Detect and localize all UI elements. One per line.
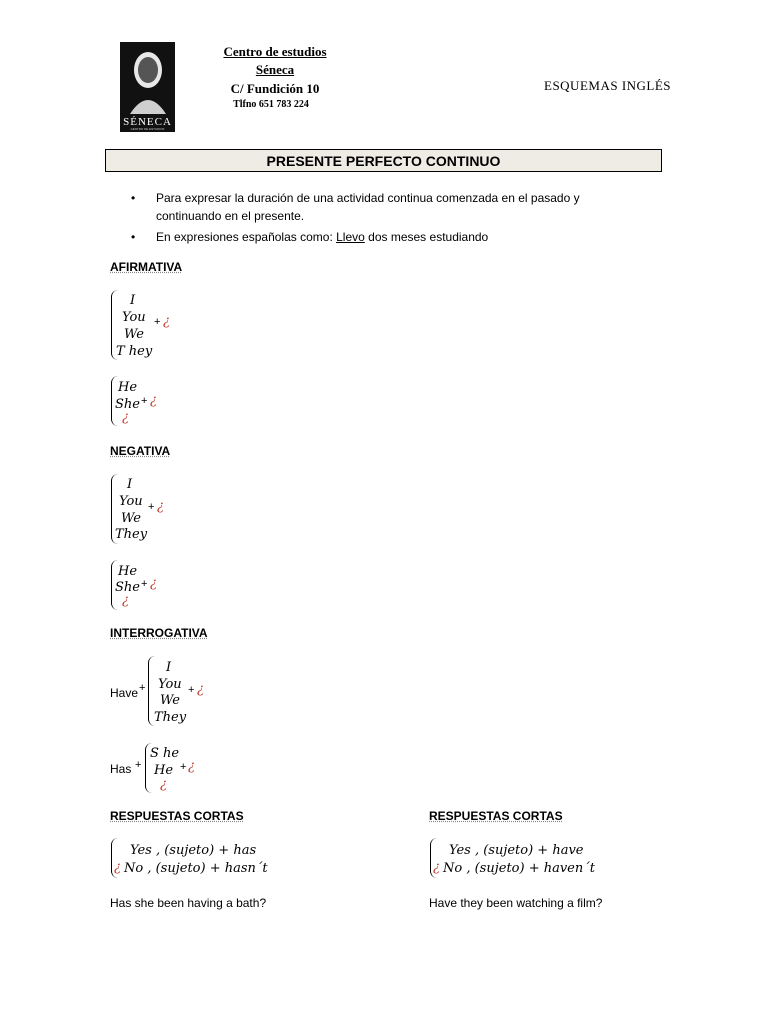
pronoun-he: He	[118, 380, 138, 395]
bullet-dot-2: •	[131, 230, 136, 244]
short-answer-no-right: No , (sujeto) + haven´t	[443, 861, 595, 876]
short-answer-yes-right: Yes , (sujeto) + have	[449, 843, 584, 858]
center-name-line2: Séneca	[255, 62, 295, 77]
bullet-dot-1: •	[131, 191, 136, 205]
short-answer-yes-left: Yes , (sujeto) + has	[130, 843, 257, 858]
pronoun-you: You	[158, 677, 182, 692]
pronoun-we: We	[124, 327, 144, 342]
pronoun-i: I	[130, 293, 136, 308]
bust-icon	[120, 42, 175, 114]
center-phone: Tlfno 651 783 224	[233, 99, 309, 110]
question-mark: ¿	[197, 682, 204, 697]
pronoun-he: He	[154, 763, 174, 778]
center-address: C/ Fundición 10	[230, 81, 320, 96]
plus-sign: +	[180, 761, 187, 773]
plus-sign: +	[135, 759, 142, 771]
bullet-2-underlined: Llevo	[336, 230, 365, 244]
pronoun-we: We	[160, 693, 180, 708]
bullet-text-2	[156, 228, 626, 246]
section-respuestas-left: RESPUESTAS CORTAS	[110, 809, 244, 823]
pronoun-you: You	[122, 310, 146, 325]
pronoun-they: They	[115, 527, 148, 542]
pronoun-they: T hey	[116, 344, 153, 359]
question-mark: ¿	[114, 860, 121, 875]
example-question-left: Has she been having a bath?	[110, 896, 267, 910]
section-negativa: NEGATIVA	[110, 444, 171, 458]
pronoun-you: You	[119, 494, 143, 509]
example-question-right: Have they been watching a film?	[429, 896, 603, 910]
question-mark: ¿	[433, 860, 440, 875]
question-mark: ¿	[157, 499, 164, 514]
section-afirmativa: AFIRMATIVA	[110, 260, 183, 274]
plus-sign: +	[141, 578, 148, 590]
question-mark: ¿	[160, 777, 167, 792]
section-respuestas-right: RESPUESTAS CORTAS	[429, 809, 563, 823]
question-mark: ¿	[188, 759, 195, 774]
plus-sign: +	[188, 684, 195, 696]
have-auxiliary: Have	[110, 686, 139, 700]
pronoun-i: I	[127, 477, 133, 492]
question-mark: ¿	[150, 393, 157, 408]
question-mark: ¿	[163, 314, 170, 329]
pronoun-she: She	[115, 580, 140, 595]
header-right-title: ESQUEMAS INGLÉS	[544, 78, 672, 93]
question-mark: ¿	[122, 410, 129, 425]
plus-sign: +	[139, 682, 146, 694]
has-auxiliary: Has	[110, 762, 132, 776]
plus-sign: +	[141, 395, 148, 407]
section-interrogativa: INTERROGATIVA	[110, 626, 208, 640]
question-mark: ¿	[122, 593, 129, 608]
logo-text: SÉNECA	[123, 116, 172, 128]
question-mark: ¿	[150, 576, 157, 591]
bullet-text-1: Para expresar la duración de una actividad continua comenzada en el pasado y continuando en el presente.	[156, 191, 580, 223]
plus-sign: +	[154, 316, 161, 328]
logo-subtext: CENTRO DE ESTUDIOS	[130, 127, 165, 131]
pronoun-she: S he	[150, 746, 180, 761]
short-answer-no-left: No , (sujeto) + hasn´t	[124, 861, 268, 876]
pronoun-we: We	[121, 511, 141, 526]
plus-sign: +	[148, 501, 155, 513]
seneca-logo	[120, 42, 175, 132]
bullet-2-rest: dos meses estudiando	[368, 230, 489, 244]
pronoun-she: She	[115, 397, 140, 412]
center-name-line1: Centro de estudios	[223, 44, 327, 59]
page-title: PRESENTE PERFECTO CONTINUO	[105, 149, 662, 172]
bullet-2-prefix: En expresiones españolas como:	[156, 230, 333, 244]
pronoun-he: He	[118, 564, 138, 579]
pronoun-they: They	[154, 710, 187, 725]
pronoun-i: I	[166, 660, 172, 675]
